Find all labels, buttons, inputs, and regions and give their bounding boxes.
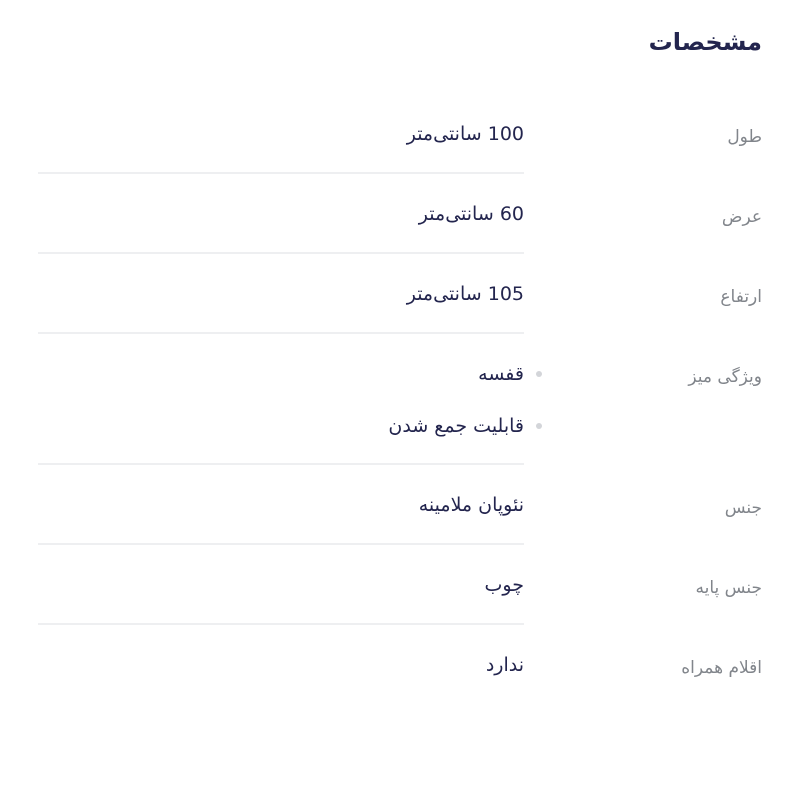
bullet-dot-icon [536,371,542,377]
row-divider [38,172,524,174]
section-title: مشخصات [648,28,762,56]
bullet-dot-icon [536,423,542,429]
spec-value-features [388,358,542,462]
spec-value-material: نئوپان ملامینه [418,494,524,516]
spec-label-included-items: اقلام همراه [681,658,762,678]
spec-label-height: ارتفاع [720,287,762,307]
spec-label-features: ویژگی میز [688,367,762,387]
feature-text: قفسه [478,363,524,385]
feature-item [388,358,542,410]
row-divider [38,332,524,334]
row-divider [38,543,524,545]
row-divider [38,252,524,254]
spec-label-material: جنس [724,498,762,518]
spec-label-length: طول [727,127,762,147]
feature-item [388,410,542,462]
spec-value-width: 60 سانتی‌متر [418,203,524,225]
spec-value-included-items: ندارد [485,654,524,676]
spec-label-base-material: جنس پایه [695,578,762,598]
row-divider [38,623,524,625]
spec-value-height: 105 سانتی‌متر [406,283,524,305]
spec-value-base-material: چوب [484,574,524,596]
feature-text: قابلیت جمع شدن [388,415,524,437]
row-divider [38,463,524,465]
spec-label-width: عرض [721,207,762,227]
spec-value-length: 100 سانتی‌متر [406,123,524,145]
